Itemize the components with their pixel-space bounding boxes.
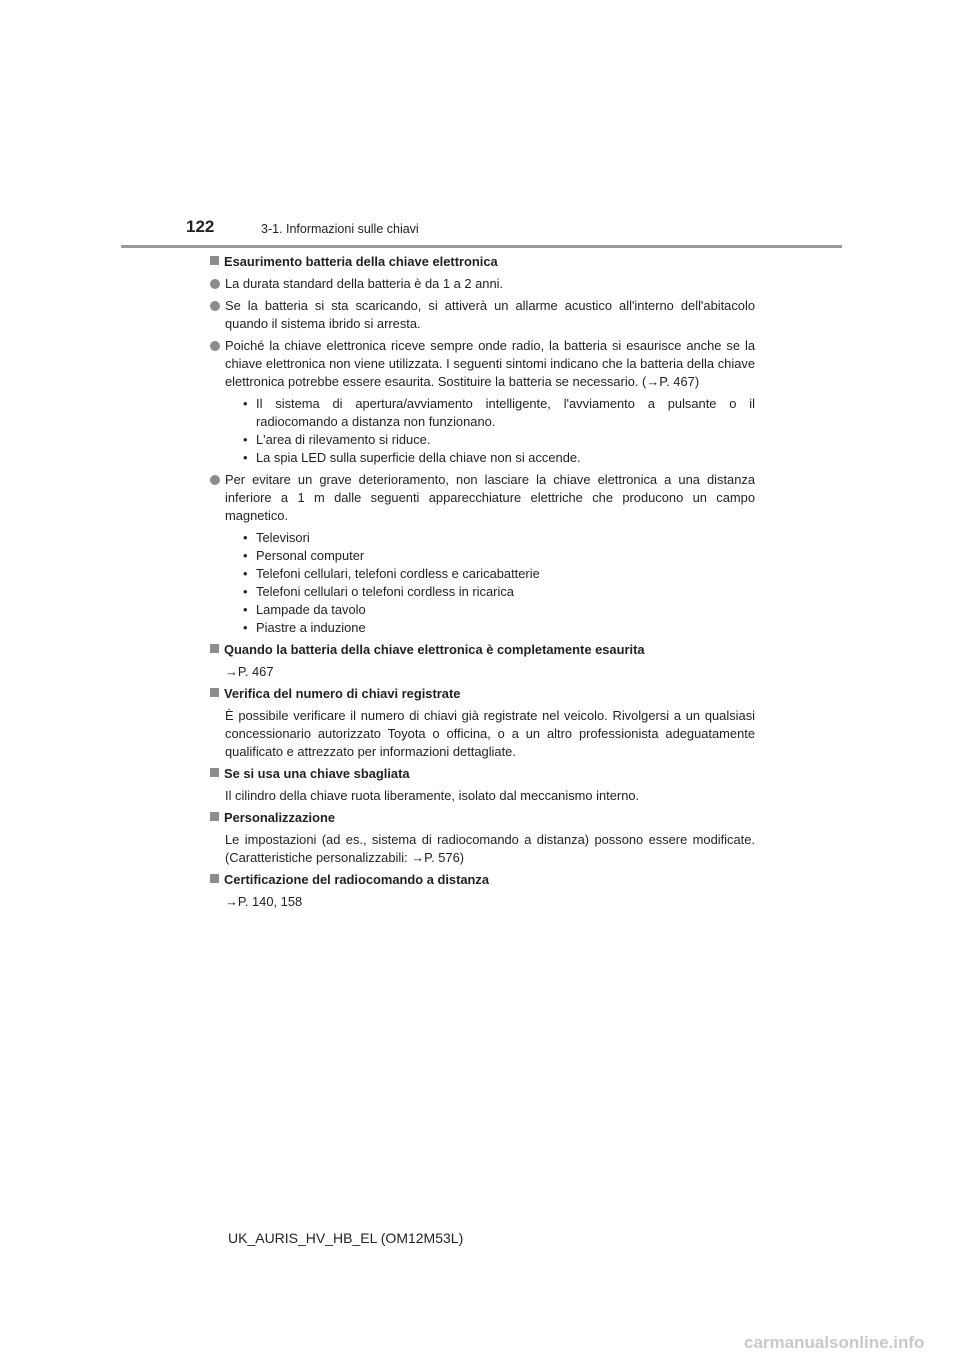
list-item: [243, 565, 755, 583]
paragraph: Se la batteria si sta scaricando, si attiverà un allarme acustico all'interno dell'abitacolo quando il sistema ibrido si arresta.: [225, 298, 755, 331]
bullet-text: Personal computer: [256, 548, 365, 563]
section-battery-fully-depleted: [210, 641, 755, 681]
list-item: [210, 337, 755, 467]
list-item: [210, 297, 755, 333]
section-title: Verifica del numero di chiavi registrate: [224, 686, 461, 701]
square-bullet-icon: [210, 812, 219, 821]
square-bullet-icon: [210, 688, 219, 697]
device-list: [243, 529, 755, 637]
bullet-text: Televisori: [256, 530, 310, 545]
bullet-text: Telefoni cellulari, telefoni cordless e caricabatterie: [256, 566, 540, 581]
bullet-dot-icon: •: [243, 548, 248, 563]
list-item: [210, 275, 755, 293]
list-item: [243, 619, 755, 637]
page-number: 122: [186, 217, 215, 236]
manual-content: [210, 253, 755, 915]
bullet-dot-icon: •: [243, 620, 248, 635]
square-bullet-icon: [210, 874, 219, 883]
list-item: [243, 449, 755, 467]
section-title: Personalizzazione: [224, 810, 336, 825]
bullet-text: La spia LED sulla superficie della chiave non si accende.: [256, 450, 581, 465]
list-item: [243, 395, 755, 431]
section-heading: [210, 641, 755, 659]
square-bullet-icon: [210, 256, 219, 265]
section-heading: [210, 871, 755, 889]
paragraph: Per evitare un grave deterioramento, non lasciare la chiave elettronica a una distanza inferiore a 1 m dalle seguenti apparecchiature elettriche che producono un campo magnetico.: [225, 472, 755, 523]
circle-bullet-icon: [210, 301, 220, 311]
paragraph: Poiché la chiave elettronica riceve sempre onde radio, la batteria si esaurisce anche se la chiave elettronica non viene utilizzata. I seguenti sintomi indicano che la batteria della chiave elettronica potrebbe essere esaurita. Sostituire la batteria se necessario. (→P. 467): [225, 338, 755, 389]
square-bullet-icon: [210, 768, 219, 777]
section-title: Se si usa una chiave sbagliata: [224, 766, 410, 781]
section-heading: [210, 685, 755, 703]
symptom-list: [243, 395, 755, 467]
bullet-dot-icon: •: [243, 432, 248, 447]
paragraph: Il cilindro della chiave ruota liberamente, isolato dal meccanismo interno.: [225, 788, 640, 803]
section-title: Certificazione del radiocomando a distanza: [224, 872, 490, 887]
bullet-text: L'area di rilevamento si riduce.: [256, 432, 431, 447]
circle-bullet-icon: [210, 341, 220, 351]
page-reference: →P. 467: [225, 664, 274, 679]
watermark: carmanualsonline.info: [744, 1333, 925, 1352]
bullet-dot-icon: •: [243, 602, 248, 617]
list-item: [243, 583, 755, 601]
bullet-dot-icon: •: [243, 584, 248, 599]
document-code: UK_AURIS_HV_HB_EL (OM12M53L): [228, 1230, 464, 1246]
section-remote-certification: [210, 871, 755, 911]
paragraph: È possibile verificare il numero di chiavi già registrate nel veicolo. Rivolgersi a un qualsiasi concessionario autorizzato Toyota o officina, o a un altro professionista adeguatamente qualificato e attrezzato per informazioni dettagliate.: [225, 708, 755, 759]
bullet-text: Telefoni cellulari o telefoni cordless in ricarica: [256, 584, 514, 599]
bullet-dot-icon: •: [243, 396, 248, 411]
bullet-dot-icon: •: [243, 450, 248, 465]
bullet-text: Lampade da tavolo: [256, 602, 366, 617]
section-heading: [210, 253, 755, 271]
list-item: [243, 547, 755, 565]
section-title: Quando la batteria della chiave elettronica è completamente esaurita: [224, 642, 645, 657]
section-battery-depletion: [210, 253, 755, 637]
bullet-text: Il sistema di apertura/avviamento intelligente, l'avviamento a pulsante o il radiocomando a distanza non funzionano.: [256, 396, 755, 429]
paragraph: La durata standard della batteria è da 1 a 2 anni.: [225, 276, 504, 291]
circle-bullet-icon: [210, 475, 220, 485]
header-divider: [121, 245, 842, 248]
section-title: Esaurimento batteria della chiave elettronica: [224, 254, 498, 269]
bullet-dot-icon: •: [243, 530, 248, 545]
section-key-count: [210, 685, 755, 761]
page-reference: →P. 140, 158: [225, 894, 303, 909]
list-item-body: [225, 471, 755, 637]
bullet-text: Piastre a induzione: [256, 620, 366, 635]
list-item: [243, 431, 755, 449]
paragraph: Le impostazioni (ad es., sistema di radiocomando a distanza) possono essere modificate. (Caratteristiche personalizzabili: →P. 576): [225, 832, 755, 865]
section-customization: [210, 809, 755, 867]
list-item: [243, 529, 755, 547]
section-wrong-key: [210, 765, 755, 805]
bullet-dot-icon: •: [243, 566, 248, 581]
square-bullet-icon: [210, 644, 219, 653]
list-item: [210, 471, 755, 637]
list-item-body: [225, 337, 755, 467]
circle-bullet-icon: [210, 279, 220, 289]
chapter-title: 3-1. Informazioni sulle chiavi: [261, 222, 419, 236]
list-item: [243, 601, 755, 619]
section-heading: [210, 809, 755, 827]
section-heading: [210, 765, 755, 783]
